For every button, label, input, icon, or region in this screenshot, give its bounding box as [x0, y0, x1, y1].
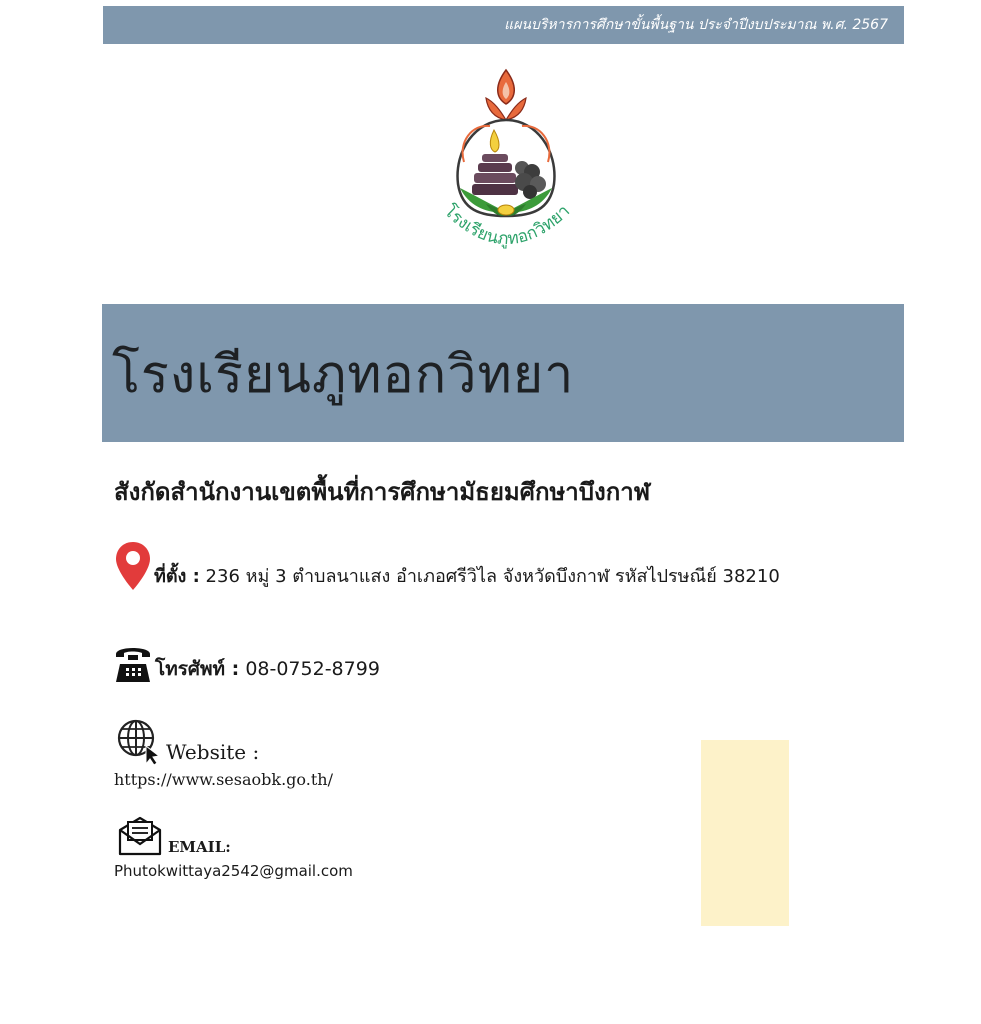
- envelope-icon: [118, 814, 162, 856]
- website-row: [116, 718, 259, 766]
- affiliation-text: สังกัดสำนักงานเขตพื้นที่การศึกษามัธยมศึกษาบึงกาฬ: [114, 478, 651, 506]
- address-label: ที่ตั้ง :: [154, 566, 200, 587]
- school-title: โรงเรียนภูทอกวิทยา: [112, 344, 575, 405]
- logo-arc-text: โรงเรียนภูทอกวิทยา: [439, 201, 575, 250]
- phone-row: [114, 642, 380, 684]
- website-label: Website :: [166, 740, 260, 764]
- email-row: [118, 814, 231, 856]
- address-value: 236 หมู่ 3 ตำบลนาแสง อำเภอศรีวิไล จังหวัดบึงกาฬ รหัสไปรษณีย์ 38210: [205, 566, 780, 587]
- phone-label: โทรศัพท์ :: [155, 658, 240, 680]
- school-logo: [424, 64, 588, 264]
- sticky-note-box: [701, 740, 789, 926]
- website-url[interactable]: https://www.sesaobk.go.th/: [114, 770, 333, 789]
- telephone-icon: [114, 642, 152, 684]
- map-pin-icon: [114, 540, 152, 592]
- globe-icon: [116, 718, 164, 766]
- email-label: EMAIL:: [168, 838, 231, 856]
- header-bar: [103, 6, 904, 44]
- email-address[interactable]: Phutokwittaya2542@gmail.com: [114, 862, 353, 880]
- address-row: [114, 540, 780, 592]
- title-band: [102, 304, 904, 442]
- phone-value: 08-0752-8799: [245, 658, 380, 680]
- header-text: แผนบริหารการศึกษาขั้นพื้นฐาน ประจำปีงบประมาณ พ.ศ. 2567: [504, 17, 888, 33]
